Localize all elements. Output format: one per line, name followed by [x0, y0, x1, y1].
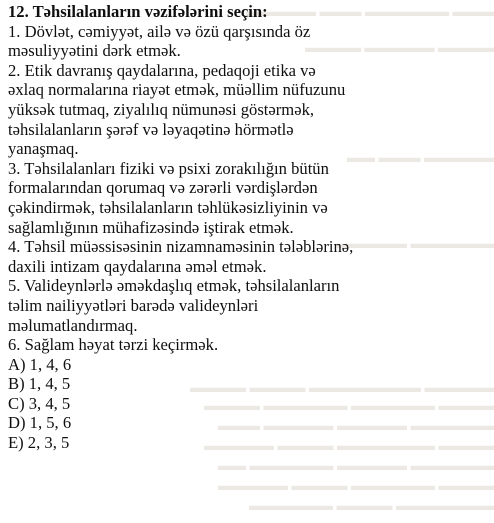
statement-line: əxlaq normalarına riayət etmək, müəllim nüfuzunu [8, 80, 346, 100]
statement-line: formalarından qorumaq və zərərli vərdişlərdən [8, 178, 318, 198]
statement-line: yüksək tutmaq, ziyalılıq nümunəsi göstərmək, [8, 99, 315, 119]
statement-line: təlim nailiyyətləri barədə valideynləri [8, 295, 259, 315]
bleed-through-texture: ▬▬▬ ▬▬▬▬▬▬ ▬▬▬ ▬▬▬▬▬ ▬▬▬▬ ▬▬▬▬▬ ▬▬▬▬ ▬▬▬▬▬ ▬▬▬ ▬▬ ▬▬▬▬▬▬ ▬▬▬▬▬ ▬▬▬▬▬ ▬▬▬▬▬▬▬▬ ▬▬▬▬ ▬▬▬▬ ▬▬▬▬ ▬▬▬▬▬▬ ▬▬▬▬▬▬ ▬▬▬▬ ▬▬▬▬▬▬ ▬▬▬▬▬ ▬▬▬▬▬ ▬▬▬ ▬▬▬▬ ▬▬▬▬▬▬▬ ▬▬▬▬ ▬▬▬▬▬ ▬▬▬▬▬▬ ▬▬▬▬▬ ▬▬▬▬▬▬ ▬▬ ▬▬▬▬ ▬▬▬▬▬▬ ▬▬▬▬ ▬▬▬▬▬ ▬▬▬▬▬▬▬ ▬▬▬▬ ▬▬▬▬▬▬ [189, 5, 494, 514]
statement-line: məsuliyyətini dərk etmək. [8, 41, 181, 61]
statement-item [8, 22, 428, 61]
statement-line: 6. Sağlam həyat tərzi keçirmək. [8, 335, 219, 355]
statement-item [8, 335, 428, 355]
statement-line: yanaşmaq. [8, 139, 79, 159]
statement-line: çəkindirmək, təhsilalanların təhlükəsizliyinin və [8, 197, 328, 217]
statement-item [8, 237, 428, 276]
statement-line: sağlamlığının mühafizəsində iştirak etmək. [8, 217, 294, 237]
question-header [8, 2, 428, 22]
answer-options [8, 355, 428, 453]
answer-option-b[interactable]: B) 1, 4, 5 [8, 374, 71, 394]
statement-item [8, 159, 428, 237]
statement-line: 4. Təhsil müəssisəsinin nizamnaməsinin tələblərinə, [8, 237, 354, 257]
answer-option-e[interactable]: E) 2, 3, 5 [8, 433, 70, 453]
statement-line: 1. Dövlət, cəmiyyət, ailə və özü qarşısında öz [8, 21, 311, 41]
question-prompt: Təhsilalanların vəzifələrini seçin: [32, 2, 268, 21]
statement-list [8, 22, 428, 355]
answer-option-d[interactable]: D) 1, 5, 6 [8, 413, 72, 433]
statement-line: məlumatlandırmaq. [8, 315, 138, 335]
statement-item [8, 276, 428, 335]
question-block [8, 2, 428, 453]
statement-line: 5. Valideynlərlə əməkdaşlıq etmək, təhsilalanların [8, 276, 340, 296]
statement-line: 3. Təhsilalanları fiziki və psixi zorakılığın bütün [8, 158, 329, 178]
statement-line: daxili intizam qaydalarına əməl etmək. [8, 256, 267, 276]
statement-line: 2. Etik davranış qaydalarına, pedaqoji etika və [8, 60, 316, 80]
statement-line: təhsilalanların şərəf və ləyaqətinə hörmətlə [8, 119, 294, 139]
answer-option-a[interactable]: A) 1, 4, 6 [8, 354, 72, 374]
statement-item [8, 61, 428, 159]
answer-option-c[interactable]: C) 3, 4, 5 [8, 393, 71, 413]
question-number: 12. [8, 2, 29, 21]
